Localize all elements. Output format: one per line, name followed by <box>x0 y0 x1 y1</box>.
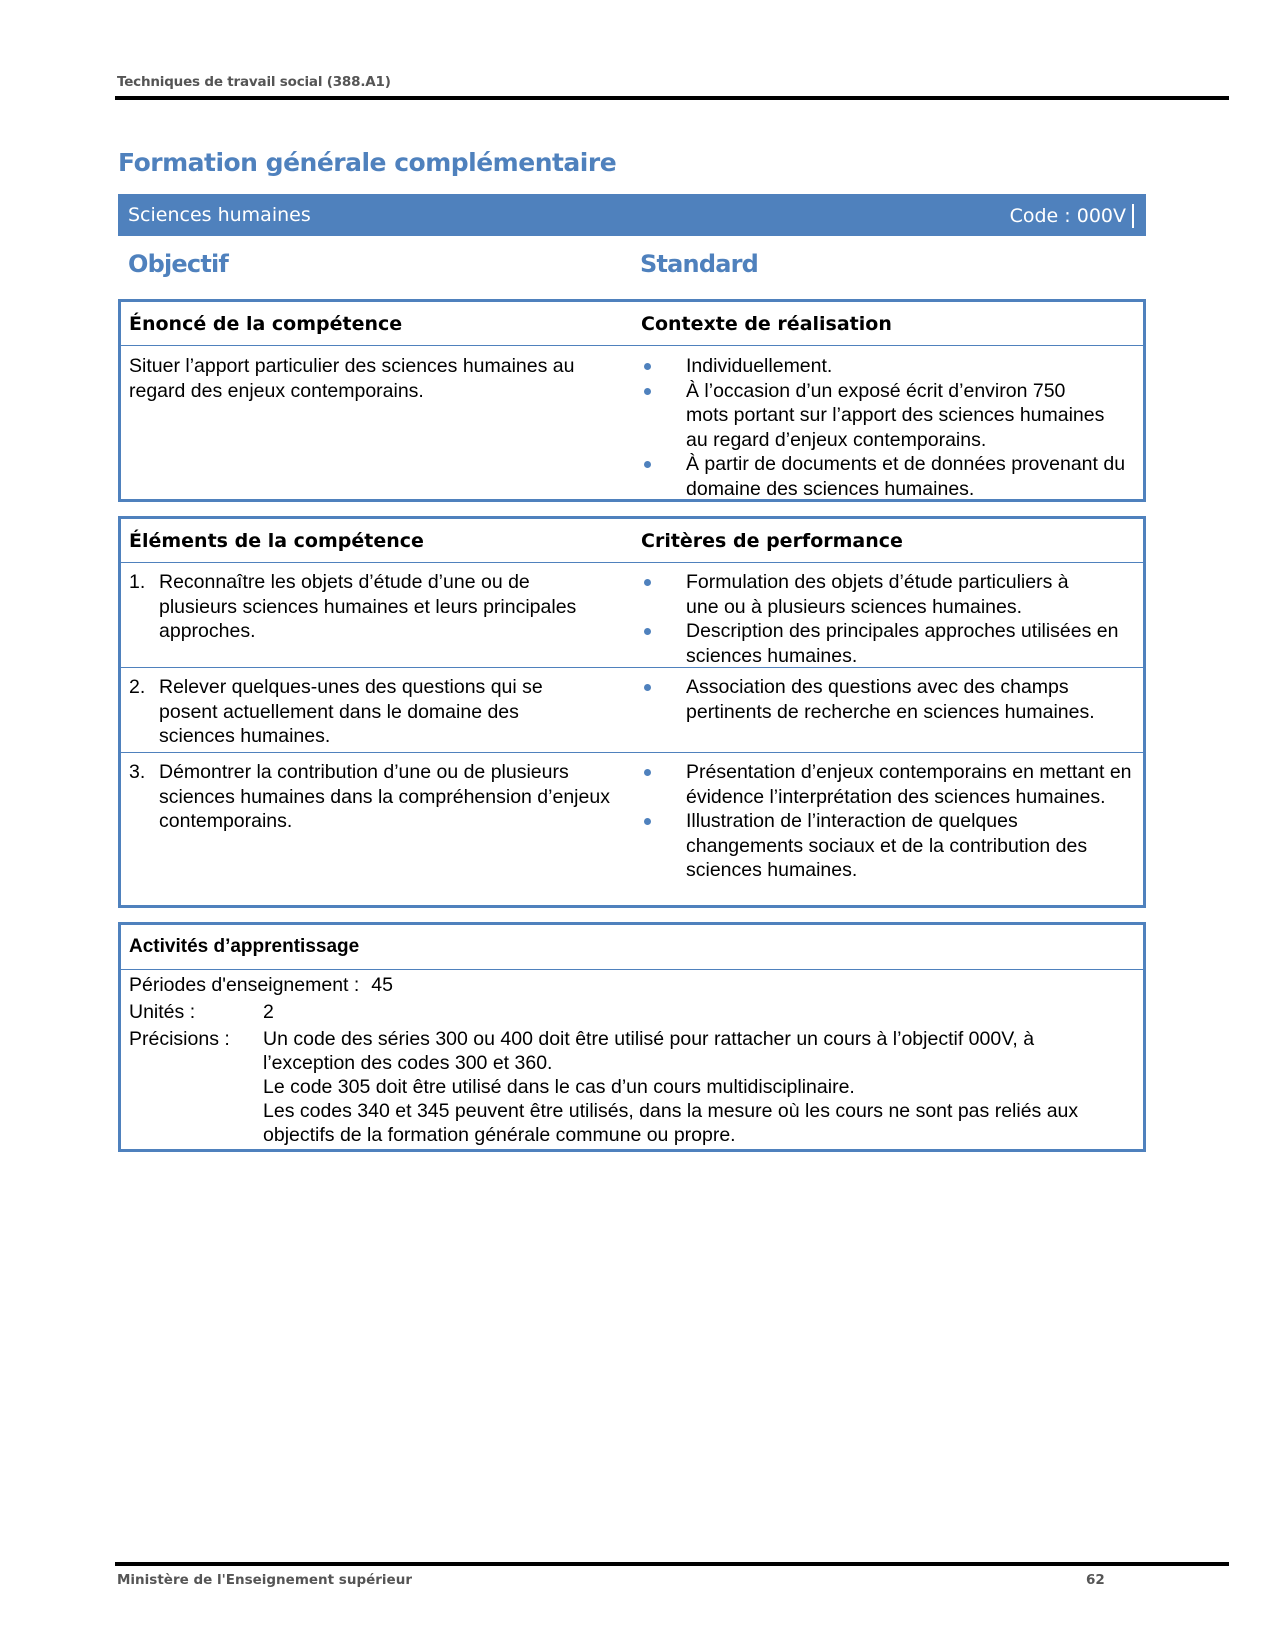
precisions-label: Précisions : <box>129 1028 230 1050</box>
bullet-icon <box>644 388 651 395</box>
precision-item: Les codes 340 et 345 peuvent être utilisés, dans la mesure où les cours ne sont pas reliés aux objectifs de la formation générale commune ou propre. <box>263 1100 1079 1146</box>
bullet-icon <box>644 461 651 468</box>
table-row <box>121 753 1143 883</box>
footer-rule <box>115 1562 1229 1566</box>
list-item: À l’occasion d’un exposé écrit d’environ 750 mots portant sur l’apport des sciences humaines au regard d’enjeux contemporains. <box>641 379 1143 453</box>
precisions-line <box>129 1027 1133 1147</box>
context-list <box>641 354 1143 501</box>
bullet-icon <box>644 628 651 635</box>
periods-label: Périodes d'enseignement : <box>129 974 360 996</box>
periods-line <box>129 973 1133 998</box>
bullet-icon <box>644 363 651 370</box>
element-3: 3. Démontrer la contribution d’une ou de plusieurs sciences humaines dans la compréhension d’enjeux contemporains. <box>129 761 610 832</box>
objective-code: Code : 000V <box>1010 204 1134 228</box>
activities-table <box>118 922 1146 1152</box>
bullet-icon <box>644 769 651 776</box>
activities-header: Activités d’apprentissage <box>129 936 360 957</box>
bullet-icon <box>644 579 651 586</box>
bullet-icon <box>644 684 651 691</box>
list-item: Description des principales approches utilisées en sciences humaines. <box>641 619 1143 668</box>
criteria-list <box>641 760 1143 883</box>
list-item: Individuellement. <box>641 354 1143 379</box>
table-row <box>121 668 1143 753</box>
element-2: 2. Relever quelques-unes des questions qui se posent actuellement dans le domaine des sciences humaines. <box>129 676 543 747</box>
elements-table <box>118 516 1146 908</box>
discipline-band <box>118 194 1146 236</box>
precisions-text <box>263 1027 1133 1147</box>
section-title: Formation générale complémentaire <box>118 148 617 177</box>
list-item: Association des questions avec des champs pertinents de recherche en sciences humaines. <box>641 675 1143 724</box>
competence-table-header <box>121 302 1143 346</box>
element-1: 1. Reconnaître les objets d’étude d’une ou de plusieurs sciences humaines et leurs principales approches. <box>129 571 577 642</box>
list-item: Illustration de l’interaction de quelques changements sociaux et de la contribution des sciences humaines. <box>641 809 1143 883</box>
list-item: À partir de documents et de données provenant du domaine des sciences humaines. <box>641 452 1143 501</box>
activities-body <box>121 970 1143 1147</box>
precision-item: Le code 305 doit être utilisé dans le cas d’un cours multidisciplinaire. <box>263 1076 855 1098</box>
bullet-icon <box>644 818 651 825</box>
discipline-name: Sciences humaines <box>128 204 311 226</box>
units-label: Unités : <box>129 1001 196 1023</box>
activities-table-header <box>121 925 1143 970</box>
table-row <box>121 563 1143 668</box>
standard-heading: Standard <box>640 250 759 278</box>
competence-row <box>121 346 1143 501</box>
objectif-heading: Objectif <box>128 250 229 278</box>
units-line <box>129 1000 1133 1025</box>
footer-organization: Ministère de l'Enseignement supérieur <box>117 1572 412 1588</box>
list-item: Formulation des objets d’étude particuliers à une ou à plusieurs sciences humaines. <box>641 570 1143 619</box>
statement-header: Énoncé de la compétence <box>129 312 403 335</box>
header-rule <box>115 96 1229 100</box>
criteria-list <box>641 570 1143 668</box>
list-item: Présentation d’enjeux contemporains en mettant en évidence l’interprétation des sciences humaines. <box>641 760 1143 809</box>
running-header-title: Techniques de travail social (388.A1) <box>117 74 391 90</box>
precision-item: Un code des séries 300 ou 400 doit être utilisé pour rattacher un cours à l’objectif 000V, à l’exception des codes 300 et 360. <box>263 1028 1035 1074</box>
competence-statement: Situer l’apport particulier des sciences humaines au regard des enjeux contemporains. <box>129 355 575 402</box>
units-value: 2 <box>263 1001 274 1023</box>
context-header: Contexte de réalisation <box>641 312 892 335</box>
page-number: 62 <box>1086 1572 1105 1588</box>
criteria-list <box>641 675 1143 724</box>
elements-table-header <box>121 519 1143 563</box>
periods-value: 45 <box>371 974 393 996</box>
elements-header: Éléments de la compétence <box>129 529 424 552</box>
competence-table <box>118 299 1146 502</box>
criteria-header: Critères de performance <box>641 529 903 552</box>
